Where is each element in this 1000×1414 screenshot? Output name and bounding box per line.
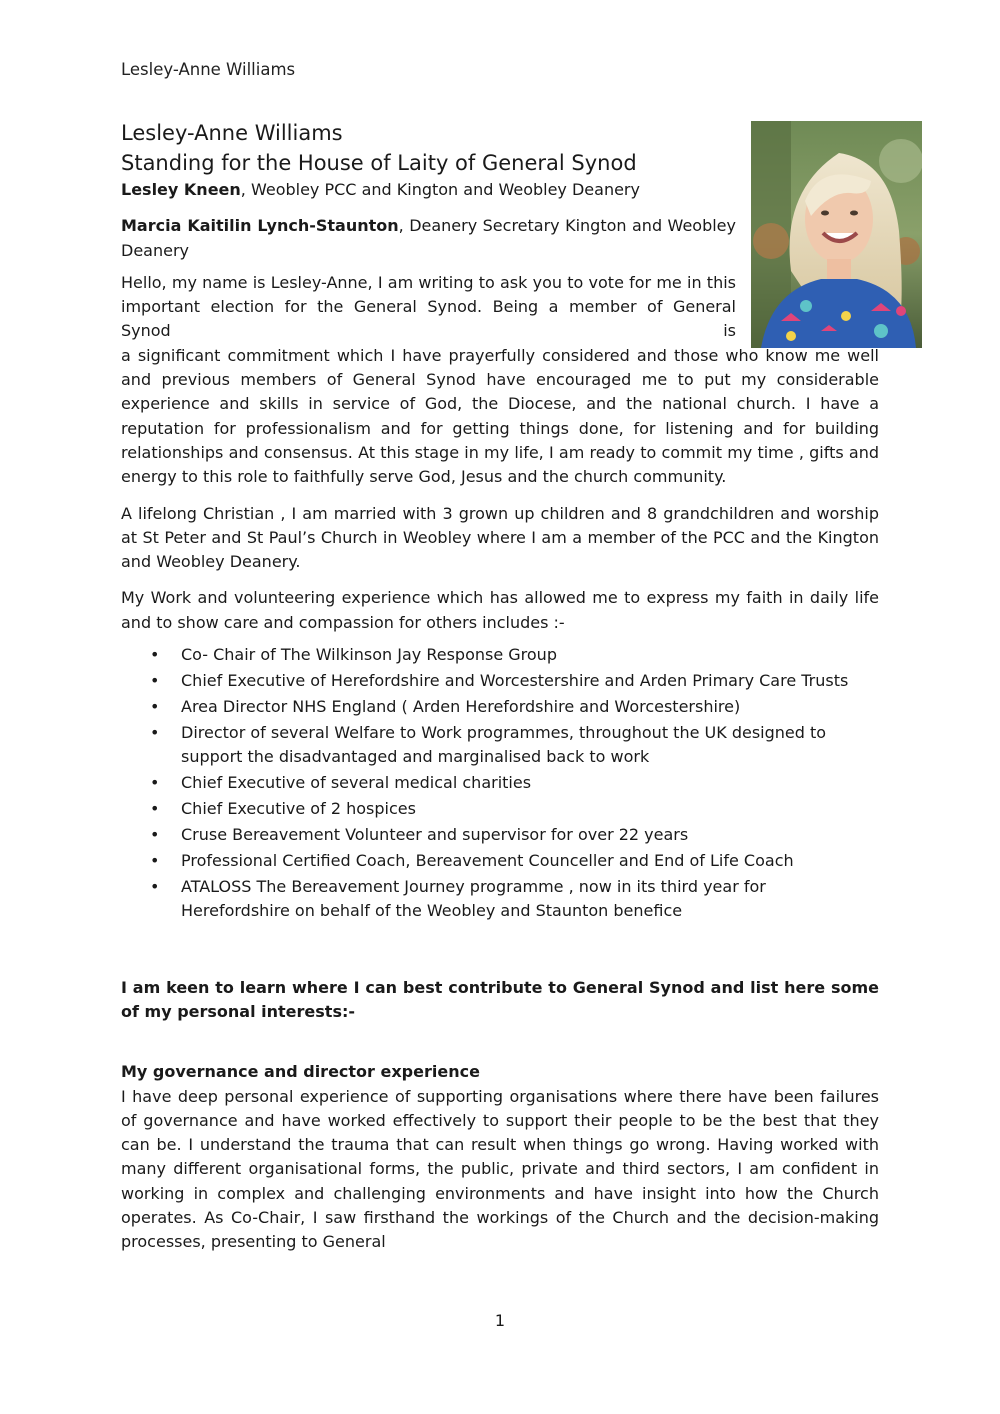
main-content (121, 118, 879, 1255)
experience-list (121, 643, 879, 924)
bullet-icon: • (150, 799, 160, 818)
nominator-2 (121, 214, 736, 263)
bullet-icon: • (150, 696, 160, 716)
bullet-icon: • (150, 670, 160, 690)
governance-heading: My governance and director experience (121, 1062, 480, 1082)
bullet-icon: • (150, 722, 160, 742)
running-header: Lesley-Anne Williams (121, 60, 296, 79)
list-item: • Director of several Welfare to Work programmes, throughout the UK designed to support the disadvantaged and marginalised back to work (150, 722, 827, 767)
nominator-2-role: , Deanery Secretary Kington and Weobley Deanery (121, 216, 736, 260)
candidacy-heading: Standing for the House of Laity of General Synod (121, 151, 637, 175)
bullet-icon: • (150, 876, 160, 896)
list-item: • ATALOSS The Bereavement Journey programme , now in its third year for Herefordshire on behalf of the Weobley and Staunton benefice (150, 876, 766, 921)
list-item: • Cruse Bereavement Volunteer and supervisor for over 22 years (121, 823, 879, 848)
intro-rest: a significant commitment which I have prayerfully considered and those who know me well and previous members of General Synod have encouraged me to put my considerable experience and skills in service of God, the Diocese, and the national church. I have a reputation for professionalism and for getting things done, for listening and for building relationships and consensus. At this stage in my life, I am ready to commit my time , gifts and energy to this role to faithfully serve God, Jesus and the church community. (121, 345, 879, 487)
governance-paragraph: I have deep personal experience of supporting organisations where there have been failures of governance and have worked effectively to support their people to be the best that they can be. I understand the trauma that can result when things go wrong. Having worked with many different organisational forms, the public, private and third sectors, I am confident in working in complex and challenging environments and have insight into how the Church operates. As Co-Chair, I saw firsthand the workings of the Church and the decision-making processes, presenting to General (121, 1086, 879, 1252)
intro-line-2: important election for the General Synod. Being a member of General Synod is (121, 297, 736, 341)
nominator-1-name: Lesley Kneen (121, 180, 241, 199)
list-item: • Area Director NHS England ( Arden Herefordshire and Worcestershire) (121, 695, 879, 720)
bullet-icon: • (150, 773, 160, 793)
nominator-2-name: Marcia Kaitilin Lynch-Staunton (121, 216, 399, 236)
bullet-icon: • (150, 645, 160, 665)
bullet-icon: • (150, 824, 160, 844)
experience-intro: My Work and volunteering experience which has allowed me to express my faith in daily life and to show care and compassion for others includes :- (121, 588, 879, 632)
family-paragraph: A lifelong Christian , I am married with 3 grown up children and 8 grandchildren and worship at St Peter and St Paul’s Church in Weobley where I am a member of the PCC and the Kington and Weobley Deanery. (121, 503, 879, 572)
list-item: • Co- Chair of The Wilkinson Jay Response Group (121, 643, 879, 668)
candidate-name: Lesley-Anne Williams (121, 121, 343, 145)
nominator-1-role: , Weobley PCC and Kington and Weobley Deanery (240, 180, 640, 199)
list-item: • Chief Executive of Herefordshire and Worcestershire and Arden Primary Care Trusts (121, 669, 879, 694)
list-item: • Professional Certified Coach, Bereavement Counceller and End of Life Coach (121, 849, 879, 874)
interests-heading: I am keen to learn where I can best contribute to General Synod and list here some of my personal interests:- (121, 977, 879, 1021)
intro-line-1: Hello, my name is Lesley-Anne, I am writing to ask you to vote for me in this (121, 272, 736, 292)
page-number: 1 (494, 1311, 506, 1330)
nominator-1 (121, 178, 736, 202)
list-item: • Chief Executive of 2 hospices (121, 797, 879, 822)
intro-paragraph (121, 271, 879, 490)
list-item: • Chief Executive of several medical charities (121, 771, 879, 796)
bullet-icon: • (150, 850, 160, 870)
